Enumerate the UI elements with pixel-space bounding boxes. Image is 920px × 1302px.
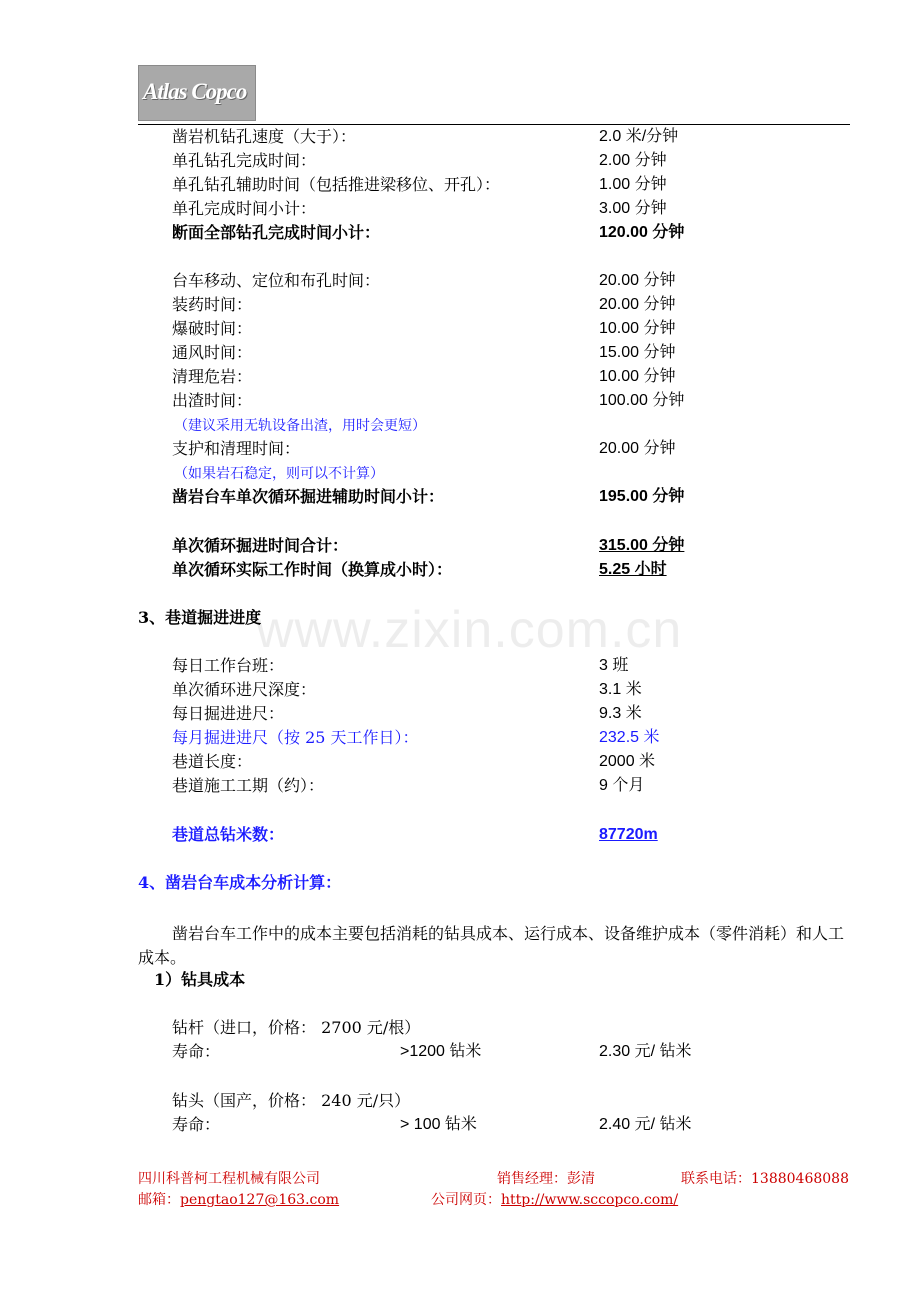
- drill-rod-title: 钻杆（进口，价格： 2700 元/根）: [172, 1018, 421, 1037]
- logo-text: Atlas Copco: [143, 79, 247, 104]
- section-drill-subtotal-value: 120.00 分钟: [599, 224, 685, 241]
- drill-rod-life-label: 寿命：: [172, 1042, 221, 1061]
- tunnel-length-label: 巷道长度：: [172, 752, 253, 771]
- support-label: 支护和清理时间：: [172, 439, 301, 458]
- footer-company: 四川科普柯工程机械有限公司: [138, 1171, 320, 1187]
- drill-bit-life-label: 寿命：: [172, 1115, 221, 1134]
- ventilation-value: 15.00 分钟: [599, 344, 676, 361]
- footer-web: [431, 1189, 678, 1209]
- section-drill-subtotal-label: 断面全部钻孔完成时间小计：: [172, 223, 381, 242]
- tunnel-length-value: 2000 米: [599, 753, 656, 770]
- support-note: （如果岩石稳定，则可以不计算）: [174, 466, 384, 482]
- single-hole-time-label: 单孔钻孔完成时间：: [172, 151, 317, 170]
- charging-value: 20.00 分钟: [599, 296, 676, 313]
- atlas-copco-logo: [138, 65, 256, 121]
- mucking-note: （建议采用无轨设备出渣，用时会更短）: [174, 418, 426, 434]
- drill-tool-cost-heading: 1）钻具成本: [154, 970, 246, 989]
- header-rule: [138, 124, 850, 125]
- scaling-value: 10.00 分钟: [599, 368, 676, 385]
- construction-period-label: 巷道施工工期（约）：: [172, 776, 325, 795]
- daily-advance-label: 每日掘进进尺：: [172, 704, 285, 723]
- blasting-label: 爆破时间：: [172, 319, 253, 338]
- cycle-total-value: 315.00 分钟: [599, 537, 685, 554]
- daily-advance-value: 9.3 米: [599, 705, 642, 722]
- single-hole-aux-value: 1.00 分钟: [599, 176, 667, 193]
- construction-period-value: 9 个月: [599, 777, 645, 794]
- charging-label: 装药时间：: [172, 295, 253, 314]
- cost-paragraph: 凿岩台车工作中的成本主要包括消耗的钻具成本、运行成本、设备维护成本（零件消耗）和人工成本。: [138, 924, 845, 967]
- aux-subtotal-label: 凿岩台车单次循环掘进辅助时间小计：: [172, 487, 445, 506]
- advance-depth-value: 3.1 米: [599, 681, 642, 698]
- trolley-move-label: 台车移动、定位和布孔时间：: [172, 271, 381, 290]
- footer-email-link[interactable]: pengtao127@163.com: [180, 1192, 340, 1208]
- single-hole-time-value: 2.00 分钟: [599, 152, 667, 169]
- advance-depth-label: 单次循环进尺深度：: [172, 680, 317, 699]
- support-value: 20.00 分钟: [599, 440, 676, 457]
- footer-email-label: 邮箱：: [138, 1192, 180, 1208]
- mucking-value: 100.00 分钟: [599, 392, 685, 409]
- drill-rod-cost: 2.30 元/ 钻米: [599, 1043, 692, 1060]
- total-drill-meters-value: 87720m: [599, 826, 658, 843]
- section-4-heading: 4、凿岩台车成本分析计算：: [138, 873, 342, 892]
- shifts-label: 每日工作台班：: [172, 656, 285, 675]
- drill-bit-title: 钻头（国产，价格： 240 元/只）: [172, 1091, 411, 1110]
- drill-speed-label: 凿岩机钻孔速度（大于）：: [172, 127, 357, 146]
- trolley-move-value: 20.00 分钟: [599, 272, 676, 289]
- shifts-value: 3 班: [599, 657, 629, 674]
- monthly-advance-value: 232.5 米: [599, 729, 660, 746]
- single-hole-subtotal-value: 3.00 分钟: [599, 200, 667, 217]
- footer-web-link[interactable]: http://www.sccopco.com/: [501, 1192, 679, 1208]
- blasting-value: 10.00 分钟: [599, 320, 676, 337]
- total-drill-meters-label: 巷道总钻米数：: [172, 825, 285, 844]
- ventilation-label: 通风时间：: [172, 343, 253, 362]
- drill-bit-life: > 100 钻米: [400, 1116, 477, 1133]
- cycle-hours-value: 5.25 小时: [599, 561, 667, 578]
- drill-rod-life: >1200 钻米: [400, 1043, 482, 1060]
- cycle-total-label: 单次循环掘进时间合计：: [172, 536, 349, 555]
- single-hole-aux-label: 单孔钻孔辅助时间（包括推进梁移位、开孔）：: [172, 175, 501, 194]
- footer-email: [138, 1189, 339, 1209]
- cycle-hours-label: 单次循环实际工作时间（换算成小时）：: [172, 560, 453, 579]
- monthly-advance-label: 每月掘进进尺（按 25 天工作日）：: [172, 728, 419, 747]
- section-3-heading: 3、巷道掘进进度: [138, 608, 262, 627]
- drill-speed-value: 2.0 米/分钟: [599, 128, 679, 145]
- watermark: www.zixin.com.cn: [256, 601, 683, 659]
- single-hole-subtotal-label: 单孔完成时间小计：: [172, 199, 317, 218]
- drill-bit-cost: 2.40 元/ 钻米: [599, 1116, 692, 1133]
- mucking-label: 出渣时间：: [172, 391, 253, 410]
- footer-web-label: 公司网页：: [431, 1192, 501, 1208]
- scaling-label: 清理危岩：: [172, 367, 253, 386]
- aux-subtotal-value: 195.00 分钟: [599, 488, 685, 505]
- footer-manager: 销售经理：彭清: [497, 1171, 595, 1187]
- footer-phone: 联系电话：13880468088: [681, 1171, 849, 1187]
